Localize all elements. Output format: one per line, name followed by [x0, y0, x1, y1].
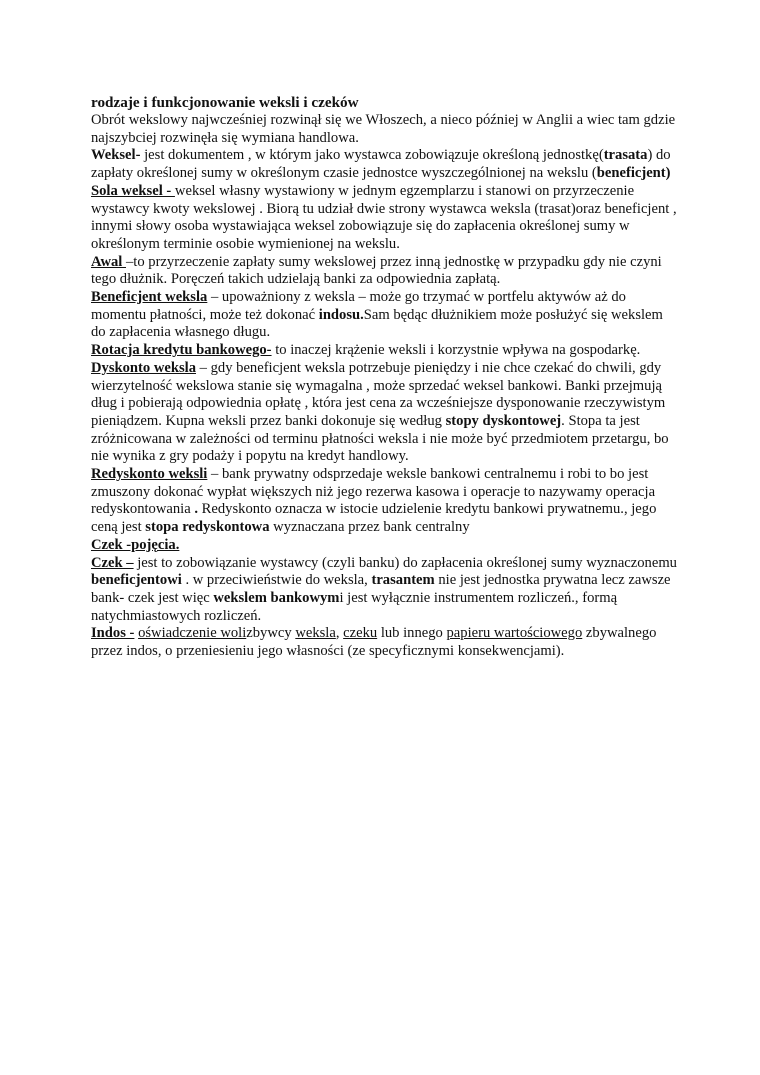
redyskonto-text-3: wyznaczana przez bank centralny — [269, 519, 470, 536]
dyskonto-paragraph — [91, 360, 681, 466]
sola-paragraph — [91, 183, 681, 254]
czek-bold-wekslem: wekslem bankowym — [213, 589, 340, 606]
link-papieru-wartosciowego[interactable]: papieru wartościowego — [446, 625, 583, 642]
indos-text-4: zbywalnego przez indos, o przeniesieniu jego własności (ze specyficznymi konsekwencjami). — [91, 625, 657, 660]
indos-text-3: lub innego — [377, 625, 447, 642]
redyskonto-text-2: Redyskonto oznacza w istocie udzielenie kredytu bankowi prywatnemu., jego ceną jest — [91, 501, 657, 536]
czek-text-3: nie jest jednostka prywatna lecz zawsze bank- czek jest więc — [91, 572, 671, 606]
intro-paragraph — [91, 112, 681, 147]
rotacja-text-1: to inaczej krążenie weksli i korzystnie wpływa na gospodarkę. — [271, 342, 641, 359]
redyskonto-paragraph — [91, 466, 681, 537]
weksel-bold-trasata: trasata — [603, 147, 648, 164]
intro-text: Obrót wekslowy najwcześniej rozwinął się we Włoszech, a nieco później w Anglii a wiec tam gdzie najszybciej rozwinęła się wymiana handlowa. — [91, 112, 676, 146]
czek-bold-trasantem: trasantem — [371, 572, 435, 589]
sola-text-1: weksel własny wystawiony w jednym egzemplarzu i stanowi on przyrzeczenie wystawcy kwoty wekslowej . Biorą tu udział dwie strony wystawca weksla (trasat)oraz beneficjent , innymi słowy osoba wystawiająca weksel zobowiązuje się do zapłacenia określonej sumy w określonym terminie osobie wymienionej na wekslu. — [91, 182, 677, 252]
czek-heading-text: Czek -pojęcia. — [91, 536, 180, 553]
document-title: rodzaje i funkcjonowanie weksli i czeków — [91, 94, 359, 111]
weksel-bold-beneficjent: beneficjent — [596, 165, 666, 182]
weksel-text-2: ) do zapłaty określonej sumy w określonym czasie jednostce wyszczególnionej na wekslu ( — [91, 147, 671, 182]
awal-term: Awal — [91, 253, 126, 270]
weksel-text-3: ) — [665, 165, 671, 182]
beneficjent-paragraph — [91, 289, 681, 342]
beneficjent-text-1: – upoważniony z weksla – może go trzymać w portfelu aktywów aż do momentu płatności, może też dokonać — [91, 289, 626, 323]
dyskonto-text-2: . Stopa ta jest zróżnicowana w zależności od terminu płatności weksla i nie może być przedmiotem przetargu, bo nie wynika z gry podaży i popytu na kredyt handlowy. — [91, 412, 669, 465]
czek-text-4: i jest wyłącznie instrumentem rozliczeń., formą natychmiastowych rozliczeń. — [91, 589, 618, 624]
link-czeku[interactable]: czeku — [343, 625, 378, 642]
czek-heading — [91, 537, 681, 555]
czek-paragraph — [91, 555, 681, 626]
indos-paragraph — [91, 625, 681, 660]
czek-bold-beneficjentowi: beneficjentowi — [91, 572, 182, 589]
document-body — [91, 94, 681, 661]
redyskonto-text-1: – bank prywatny odsprzedaje weksle bankowi centralnemu i robi to bo jest zmuszony dokonać wypłat większych niż jego rezerwa kasowa i operacje to nazywamy operacja redyskontowania — [91, 466, 656, 518]
link-weksla[interactable]: weksla — [295, 625, 336, 642]
beneficjent-bold-indosu: indosu. — [318, 306, 364, 323]
redyskonto-term: Redyskonto weksli — [91, 466, 208, 483]
beneficjent-term: Beneficjent weksla — [91, 289, 208, 306]
dyskonto-text-1: – gdy beneficjent weksla potrzebuje pieniędzy i nie chce czekać do chwili, gdy wierzytelność wekslowa stanie się wymagalna , może sprzedać weksel bankowi. Banki przejmują dług i pobierają odpowiednia opłatę , która jest cena za wcześniejsze dysponowanie rzeczywistym pieniądzem. Kupna weksli przez banki dokonuje się według — [91, 359, 666, 429]
czek-term: Czek – — [91, 554, 134, 571]
dyskonto-term: Dyskonto weksla — [91, 359, 197, 376]
indos-text-1: zbywcy — [246, 625, 296, 642]
awal-paragraph — [91, 254, 681, 289]
indos-term: Indos - — [91, 625, 135, 642]
redyskonto-bold-stopa: stopa redyskontowa — [145, 519, 270, 536]
weksel-text-1: jest dokumentem , w którym jako wystawca zobowiązuje określoną jednostkę( — [140, 147, 604, 164]
weksel-term: Weksel- — [91, 147, 141, 164]
rotacja-paragraph — [91, 342, 681, 360]
indos-text-2: , — [335, 625, 344, 642]
rotacja-term: Rotacja kredytu bankowego- — [91, 342, 272, 359]
czek-text-2: . w przeciwieństwie do weksla, — [181, 572, 372, 589]
czek-text-1: jest to zobowiązanie wystawcy (czyli banku) do zapłacenia określonej sumy wyznaczonemu — [133, 554, 677, 571]
sola-term: Sola weksel - — [91, 182, 175, 199]
dyskonto-bold-stopy: stopy dyskontowej — [445, 412, 562, 429]
redyskonto-bold-dot: . — [194, 501, 199, 518]
link-oswiadczenie-woli[interactable]: oświadczenie woli — [138, 625, 247, 642]
awal-text-1: –to przyrzeczenie zapłaty sumy wekslowej przez inną jednostkę w przypadku gdy nie czyni tego dłużnik. Poręczeń takich udzielają banki za odpowiednia zapłatą. — [91, 253, 662, 288]
weksel-paragraph — [91, 147, 681, 182]
beneficjent-text-2: Sam będąc dłużnikiem może posłużyć się wekslem do zapłacenia własnego długu. — [91, 306, 663, 341]
